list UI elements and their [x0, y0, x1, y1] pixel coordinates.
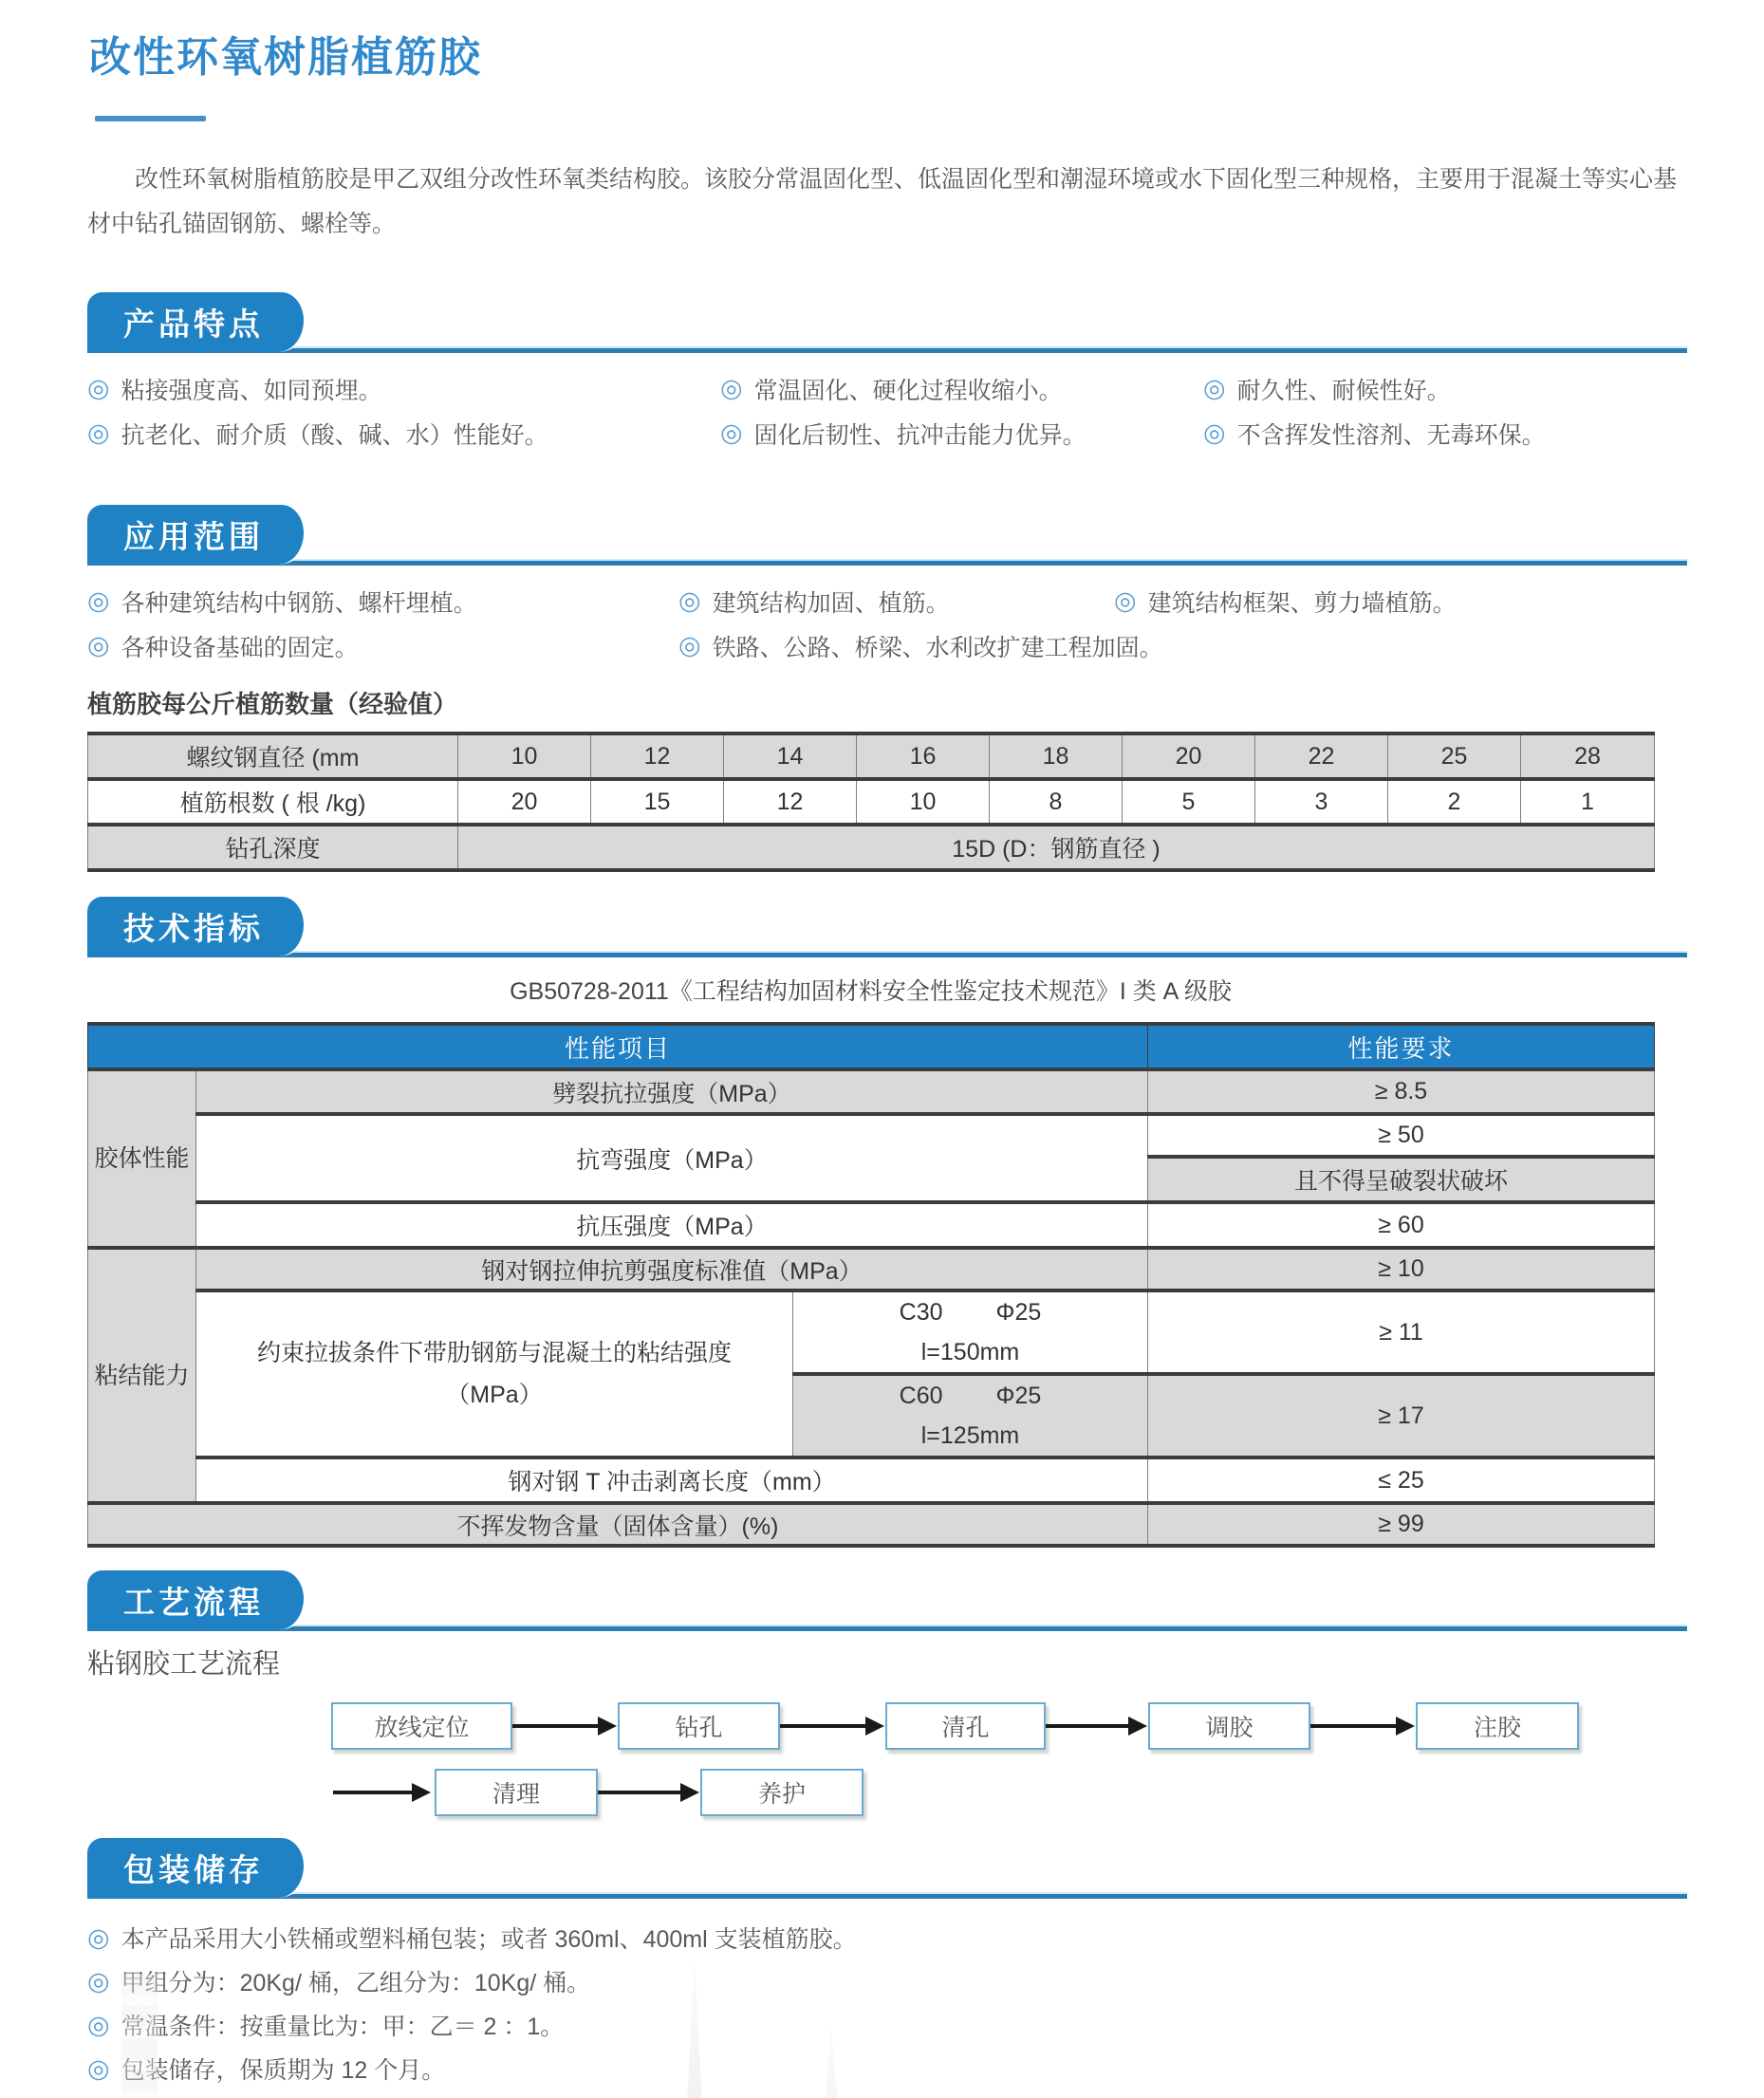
bullet-icon: ◎	[87, 374, 110, 402]
bullet-icon: ◎	[87, 586, 110, 615]
section-header-packaging	[87, 1838, 1687, 1899]
features-badge	[87, 292, 309, 352]
application-item: ◎ 铁路、公路、桥梁、水利改扩建工程加固。	[678, 631, 1163, 661]
bullet-icon: ◎	[87, 1922, 110, 1952]
flow-step: 养护	[700, 1769, 863, 1816]
spec-req: ≥ 50	[1148, 1114, 1655, 1157]
packaging-item: ◎ 常温条件：按重量比为：甲：乙＝ 2 ：1。	[87, 2010, 565, 2040]
count-cell: 20	[458, 779, 591, 825]
flow-step: 清孔	[885, 1702, 1046, 1750]
diameter-cell: 20	[1123, 733, 1255, 779]
intro-paragraph: 改性环氧树脂植筋胶是甲乙双组分改性环氧类结构胶。该胶分常温固化型、低温固化型和潮湿环境或水下固化型三种规格，主要用于混凝土等实心基材中钻孔锚固钢筋、螺栓等。	[87, 166, 1678, 237]
flow-arrow	[1310, 1724, 1397, 1728]
packaging-item: ◎ 甲组分为：20Kg/ 桶，乙组分为：10Kg/ 桶。	[87, 1966, 591, 1996]
row-label: 钻孔深度	[88, 825, 458, 870]
packaging-list	[87, 1916, 1764, 2090]
process-subtitle: 粘钢胶工艺流程	[87, 1649, 281, 1680]
tech-row	[88, 1248, 1655, 1290]
tech-row	[88, 1202, 1655, 1248]
diameter-cell: 10	[458, 733, 591, 779]
packaging-item: ◎ 包装储存，保质期为 12 个月。	[87, 2053, 446, 2084]
col-header-item: 性能项目	[88, 1024, 1148, 1069]
count-cell: 5	[1123, 779, 1255, 825]
applications-heading: 应用范围	[123, 519, 264, 554]
count-cell: 1	[1521, 779, 1655, 825]
rebar-count-row	[88, 779, 1655, 825]
tech-row	[88, 1503, 1655, 1546]
packaging-item: ◎ 本产品采用大小铁桶或塑料桶包装；或者 360ml、400ml 支装植筋胶。	[87, 1922, 857, 1953]
tech-row	[88, 1114, 1655, 1157]
section-rule	[87, 1625, 1687, 1631]
tech-badge	[87, 897, 309, 956]
application-item: ◎ 建筑结构加固、植筋。	[678, 586, 950, 617]
flow-step: 清理	[435, 1769, 598, 1816]
bullet-icon: ◎	[678, 631, 701, 659]
bullet-icon: ◎	[720, 374, 743, 402]
bullet-icon: ◎	[1114, 586, 1137, 615]
packaging-badge	[87, 1838, 309, 1898]
flow-arrow	[1046, 1724, 1129, 1728]
count-cell: 15	[591, 779, 724, 825]
spec-label: 抗弯强度（MPa）	[196, 1114, 1148, 1202]
tech-row	[88, 1069, 1655, 1114]
spec-label: 约束拉拔条件下带肋钢筋与混凝土的粘结强度（MPa）	[196, 1290, 793, 1457]
section-rule	[87, 559, 1687, 566]
diameter-cell: 18	[990, 733, 1123, 779]
section-header-process	[87, 1570, 1687, 1631]
title-underline	[95, 116, 206, 121]
spec-label: 钢对钢拉伸抗剪强度标准值（MPa）	[196, 1248, 1148, 1290]
count-cell: 2	[1388, 779, 1521, 825]
flow-step: 放线定位	[331, 1702, 512, 1750]
application-item: ◎ 各种设备基础的固定。	[87, 631, 359, 661]
col-header-requirement: 性能要求	[1148, 1024, 1655, 1069]
spec-req: ≥ 11	[1148, 1290, 1655, 1374]
diameter-cell: 16	[857, 733, 990, 779]
count-cell: 3	[1255, 779, 1388, 825]
section-header-applications	[87, 505, 1687, 566]
spec-label: 不挥发物含量（固体含量）(%)	[88, 1503, 1148, 1546]
features-heading: 产品特点	[123, 306, 264, 342]
bullet-icon: ◎	[1203, 418, 1226, 447]
flow-step: 注胶	[1416, 1702, 1579, 1750]
tech-row	[88, 1457, 1655, 1503]
spec-label: 钢对钢 T 冲击剥离长度（mm）	[196, 1457, 1148, 1503]
group-cell: 粘结能力	[88, 1248, 196, 1503]
rebar-count-table	[87, 732, 1655, 872]
bullet-icon: ◎	[720, 418, 743, 447]
feature-item: ◎ 粘接强度高、如同预埋。	[87, 374, 382, 404]
process-flowchart	[87, 1681, 1687, 1829]
section-rule	[87, 346, 1687, 353]
bullet-icon: ◎	[87, 2010, 110, 2039]
diameter-cell: 12	[591, 733, 724, 779]
flow-step: 钻孔	[618, 1702, 780, 1750]
rebar-table-title: 植筋胶每公斤植筋数量（经验值）	[87, 690, 458, 718]
tech-spec-table	[87, 1022, 1655, 1548]
spec-req: ≥ 99	[1148, 1503, 1655, 1546]
section-header-tech	[87, 897, 1687, 957]
feature-item: ◎ 耐久性、耐候性好。	[1203, 374, 1451, 404]
section-rule	[87, 1892, 1687, 1899]
spec-req: 且不得呈破裂状破坏	[1148, 1157, 1655, 1202]
diameter-cell: 25	[1388, 733, 1521, 779]
tech-row	[88, 1290, 1655, 1374]
feature-item: ◎ 抗老化、耐介质（酸、碱、水）性能好。	[87, 418, 548, 449]
flow-arrow	[512, 1724, 599, 1728]
bullet-icon: ◎	[87, 631, 110, 659]
page-title: 改性环氧树脂植筋胶	[89, 34, 482, 81]
spec-req: ≥ 8.5	[1148, 1069, 1655, 1114]
feature-item: ◎ 常温固化、硬化过程收缩小。	[720, 374, 1063, 404]
bullet-icon: ◎	[678, 586, 701, 615]
tech-header-row	[88, 1024, 1655, 1069]
process-badge	[87, 1570, 309, 1630]
feature-item: ◎ 固化后韧性、抗冲击能力优异。	[720, 418, 1086, 449]
count-cell: 8	[990, 779, 1123, 825]
row-label: 螺纹钢直径 (mm	[88, 733, 458, 779]
packaging-heading: 包装储存	[123, 1852, 264, 1887]
application-item: ◎ 各种建筑结构中钢筋、螺杆埋植。	[87, 586, 477, 617]
tech-heading: 技术指标	[123, 911, 264, 946]
features-list	[87, 366, 1687, 455]
row-label: 植筋根数 ( 根 /kg)	[88, 779, 458, 825]
group-cell: 胶体性能	[88, 1069, 196, 1248]
diameter-cell: 22	[1255, 733, 1388, 779]
spec-req: ≥ 60	[1148, 1202, 1655, 1248]
count-cell: 10	[857, 779, 990, 825]
flow-arrow	[333, 1791, 413, 1794]
feature-item: ◎ 不含挥发性溶剂、无毒环保。	[1203, 418, 1546, 449]
application-item: ◎ 建筑结构框架、剪力墙植筋。	[1114, 586, 1457, 617]
process-heading: 工艺流程	[123, 1585, 264, 1620]
bullet-icon: ◎	[87, 418, 110, 447]
rebar-depth-row	[88, 825, 1655, 870]
rebar-diameter-row	[88, 733, 1655, 779]
tech-standard-caption: GB50728-2011《工程结构加固材料安全性鉴定技术规范》I 类 A 级胶	[510, 978, 1232, 1005]
count-cell: 12	[724, 779, 857, 825]
spec-req: ≥ 10	[1148, 1248, 1655, 1290]
datasheet-page	[0, 23, 1764, 2098]
spec-req: ≥ 17	[1148, 1374, 1655, 1457]
spec-label: 抗压强度（MPa）	[196, 1202, 1148, 1248]
spec-condition: C30 Φ25 l=150mm	[793, 1290, 1148, 1374]
depth-value: 15D (D：钢筋直径 )	[458, 825, 1655, 870]
section-rule	[87, 951, 1687, 957]
bullet-icon: ◎	[87, 1966, 110, 1996]
bullet-icon: ◎	[1203, 374, 1226, 402]
bullet-icon: ◎	[87, 2053, 110, 2083]
applications-badge	[87, 505, 309, 565]
flow-step: 调胶	[1148, 1702, 1310, 1750]
spec-condition: C60 Φ25 l=125mm	[793, 1374, 1148, 1457]
diameter-cell: 28	[1521, 733, 1655, 779]
section-header-features	[87, 292, 1687, 353]
spec-req: ≤ 25	[1148, 1457, 1655, 1503]
applications-list	[87, 579, 1687, 668]
flow-arrow	[598, 1791, 681, 1794]
diameter-cell: 14	[724, 733, 857, 779]
spec-label: 劈裂抗拉强度（MPa）	[196, 1069, 1148, 1114]
flow-arrow	[780, 1724, 866, 1728]
